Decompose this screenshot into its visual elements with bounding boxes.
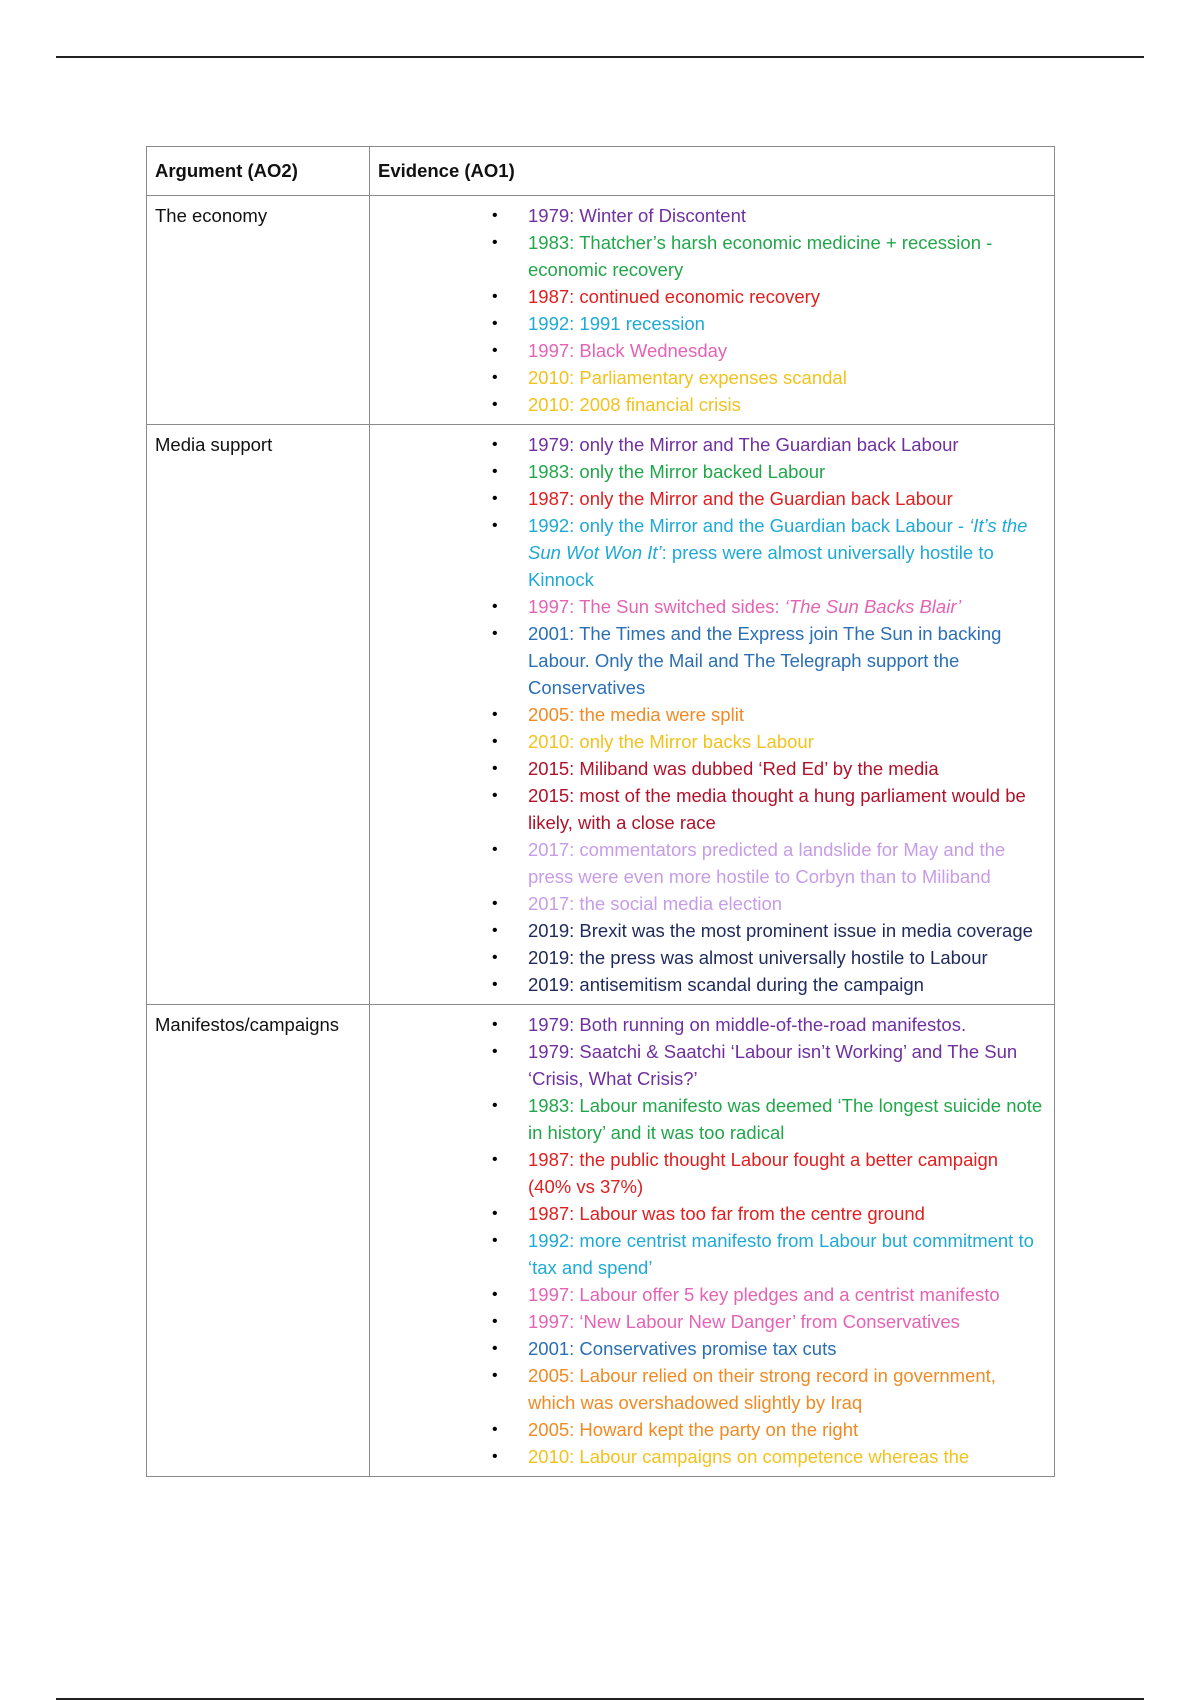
evidence-text: 2019: Brexit was the most prominent issue in media coverage bbox=[528, 920, 1033, 941]
evidence-text: 2010: only the Mirror backs Labour bbox=[528, 731, 814, 752]
evidence-item bbox=[492, 458, 1046, 485]
evidence-item bbox=[492, 1362, 1046, 1416]
evidence-text: 1983: Labour manifesto was deemed ‘The longest suicide note in history’ and it was too radical bbox=[528, 1095, 1043, 1143]
evidence-text: 1997: The Sun switched sides: bbox=[528, 596, 785, 617]
evidence-quote: ‘It’s the Sun Wot Won It’ bbox=[528, 515, 1028, 563]
argument-cell: Media support bbox=[147, 425, 370, 1005]
evidence-cell bbox=[370, 196, 1055, 425]
bullet-icon: • bbox=[492, 288, 498, 305]
evidence-cell bbox=[370, 1005, 1055, 1477]
evidence-quote: ‘The Sun Backs Blair’ bbox=[784, 596, 962, 617]
evidence-text: 1992: only the Mirror and the Guardian back Labour - bbox=[528, 515, 970, 536]
header-argument: Argument (AO2) bbox=[147, 147, 370, 196]
evidence-cell bbox=[370, 425, 1055, 1005]
evidence-text: 1992: 1991 recession bbox=[528, 313, 705, 334]
bullet-icon: • bbox=[492, 1232, 498, 1249]
evidence-item bbox=[492, 229, 1046, 283]
evidence-item bbox=[492, 1038, 1046, 1092]
evidence-item bbox=[492, 283, 1046, 310]
table-body bbox=[147, 196, 1055, 1477]
evidence-item bbox=[492, 971, 1046, 998]
evidence-item bbox=[492, 310, 1046, 337]
evidence-item bbox=[492, 391, 1046, 418]
evidence-text: 2010: 2008 financial crisis bbox=[528, 394, 741, 415]
evidence-item bbox=[492, 1335, 1046, 1362]
evidence-text: 2005: Labour relied on their strong record in government, which was overshadowed slightly by Iraq bbox=[528, 1365, 996, 1413]
bullet-icon: • bbox=[492, 1016, 498, 1033]
evidence-text: 1997: ‘New Labour New Danger’ from Conservatives bbox=[528, 1311, 960, 1332]
evidence-text: 2017: commentators predicted a landslide for May and the press were even more hostile to Corbyn than to Miliband bbox=[528, 839, 1006, 887]
evidence-item bbox=[492, 782, 1046, 836]
evidence-list bbox=[378, 1011, 1046, 1470]
table-row bbox=[147, 196, 1055, 425]
bullet-icon: • bbox=[492, 490, 498, 507]
bullet-icon: • bbox=[492, 841, 498, 858]
evidence-text: 2001: The Times and the Express join The Sun in backing Labour. Only the Mail and The Telegraph support the Conservatives bbox=[528, 623, 1002, 698]
evidence-text: 1979: Saatchi & Saatchi ‘Labour isn’t Working’ and The Sun ‘Crisis, What Crisis?’ bbox=[528, 1041, 1018, 1089]
bullet-icon: • bbox=[492, 1286, 498, 1303]
evidence-item bbox=[492, 701, 1046, 728]
evidence-item bbox=[492, 1011, 1046, 1038]
bullet-icon: • bbox=[492, 787, 498, 804]
bullet-icon: • bbox=[492, 1421, 498, 1438]
evidence-item bbox=[492, 202, 1046, 229]
bullet-icon: • bbox=[492, 922, 498, 939]
bullet-icon: • bbox=[492, 396, 498, 413]
bullet-icon: • bbox=[492, 733, 498, 750]
evidence-item bbox=[492, 836, 1046, 890]
bullet-icon: • bbox=[492, 1151, 498, 1168]
table-header-row bbox=[147, 147, 1055, 196]
evidence-text: 1997: Labour offer 5 key pledges and a centrist manifesto bbox=[528, 1284, 1000, 1305]
evidence-text: 1987: Labour was too far from the centre ground bbox=[528, 1203, 925, 1224]
evidence-text-after: : press were almost universally hostile to Kinnock bbox=[528, 542, 994, 590]
evidence-text: 1979: Both running on middle-of-the-road manifestos. bbox=[528, 1014, 967, 1035]
evidence-item bbox=[492, 1227, 1046, 1281]
bullet-icon: • bbox=[492, 1448, 498, 1465]
evidence-text: 1997: Black Wednesday bbox=[528, 340, 728, 361]
evidence-text: 2017: the social media election bbox=[528, 893, 783, 914]
evidence-item bbox=[492, 1416, 1046, 1443]
evidence-item bbox=[492, 512, 1046, 593]
evidence-item bbox=[492, 337, 1046, 364]
bullet-icon: • bbox=[492, 369, 498, 386]
bullet-icon: • bbox=[492, 625, 498, 642]
evidence-item bbox=[492, 1443, 1046, 1470]
evidence-item bbox=[492, 485, 1046, 512]
evidence-text: 2019: the press was almost universally hostile to Labour bbox=[528, 947, 988, 968]
table-row bbox=[147, 1005, 1055, 1477]
evidence-text: 2005: the media were split bbox=[528, 704, 744, 725]
evidence-item bbox=[492, 755, 1046, 782]
evidence-item bbox=[492, 1308, 1046, 1335]
evidence-item bbox=[492, 944, 1046, 971]
bullet-icon: • bbox=[492, 1340, 498, 1357]
evidence-item bbox=[492, 1092, 1046, 1146]
bullet-icon: • bbox=[492, 598, 498, 615]
evidence-text: 2019: antisemitism scandal during the campaign bbox=[528, 974, 924, 995]
bullet-icon: • bbox=[492, 1097, 498, 1114]
bullet-icon: • bbox=[492, 1043, 498, 1060]
evidence-item bbox=[492, 728, 1046, 755]
evidence-text: 1987: continued economic recovery bbox=[528, 286, 821, 307]
bullet-icon: • bbox=[492, 976, 498, 993]
evidence-text: 1987: the public thought Labour fought a better campaign (40% vs 37%) bbox=[528, 1149, 999, 1197]
header-evidence: Evidence (AO1) bbox=[370, 147, 1055, 196]
evidence-text: 2015: Miliband was dubbed ‘Red Ed’ by the media bbox=[528, 758, 939, 779]
evidence-text: 2015: most of the media thought a hung parliament would be likely, with a close race bbox=[528, 785, 1026, 833]
evidence-item bbox=[492, 620, 1046, 701]
bullet-icon: • bbox=[492, 949, 498, 966]
bullet-icon: • bbox=[492, 234, 498, 251]
evidence-item bbox=[492, 1200, 1046, 1227]
evidence-item bbox=[492, 890, 1046, 917]
bullet-icon: • bbox=[492, 895, 498, 912]
bullet-icon: • bbox=[492, 436, 498, 453]
evidence-text: 1983: Thatcher’s harsh economic medicine + recession - economic recovery bbox=[528, 232, 993, 280]
evidence-text: 1979: Winter of Discontent bbox=[528, 205, 746, 226]
argument-cell: The economy bbox=[147, 196, 370, 425]
bullet-icon: • bbox=[492, 1313, 498, 1330]
bullet-icon: • bbox=[492, 207, 498, 224]
evidence-text: 1992: more centrist manifesto from Labour but commitment to ‘tax and spend’ bbox=[528, 1230, 1034, 1278]
table-row bbox=[147, 425, 1055, 1005]
evidence-text: 2010: Labour campaigns on competence whereas the bbox=[528, 1446, 970, 1467]
evidence-text: 1987: only the Mirror and the Guardian back Labour bbox=[528, 488, 953, 509]
bullet-icon: • bbox=[492, 1205, 498, 1222]
evidence-text: 2005: Howard kept the party on the right bbox=[528, 1419, 859, 1440]
evidence-text: 2010: Parliamentary expenses scandal bbox=[528, 367, 847, 388]
argument-cell: Manifestos/campaigns bbox=[147, 1005, 370, 1477]
bullet-icon: • bbox=[492, 463, 498, 480]
bullet-icon: • bbox=[492, 1367, 498, 1384]
evidence-item bbox=[492, 1146, 1046, 1200]
bullet-icon: • bbox=[492, 342, 498, 359]
bullet-icon: • bbox=[492, 315, 498, 332]
argument-evidence-table bbox=[146, 146, 1055, 1477]
evidence-item bbox=[492, 593, 1046, 620]
evidence-item bbox=[492, 431, 1046, 458]
bullet-icon: • bbox=[492, 706, 498, 723]
evidence-item bbox=[492, 917, 1046, 944]
bullet-icon: • bbox=[492, 760, 498, 777]
header-rule bbox=[56, 56, 1144, 58]
evidence-list bbox=[378, 202, 1046, 418]
evidence-list bbox=[378, 431, 1046, 998]
evidence-text: 1979: only the Mirror and The Guardian back Labour bbox=[528, 434, 959, 455]
evidence-text: 2001: Conservatives promise tax cuts bbox=[528, 1338, 837, 1359]
bullet-icon: • bbox=[492, 517, 498, 534]
evidence-item bbox=[492, 1281, 1046, 1308]
evidence-item bbox=[492, 364, 1046, 391]
evidence-text: 1983: only the Mirror backed Labour bbox=[528, 461, 826, 482]
